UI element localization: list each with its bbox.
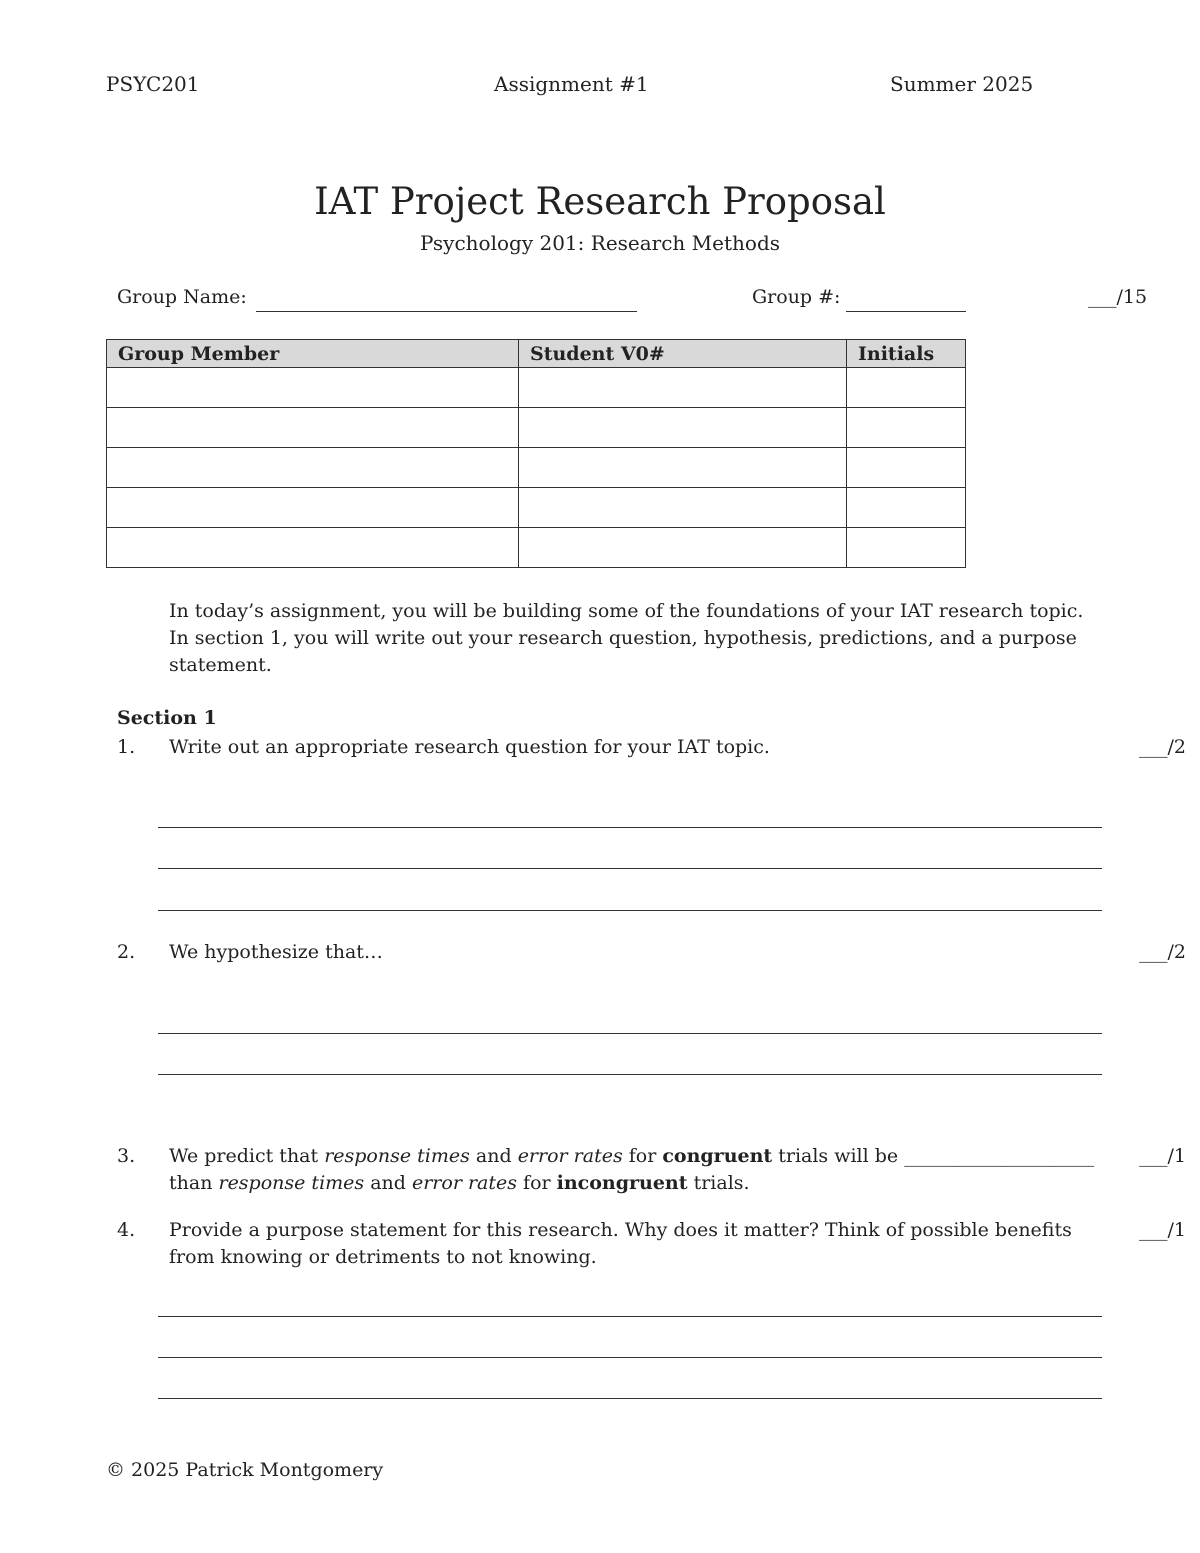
member-initials-cell[interactable] [847,368,966,408]
column-header-group-member: Group Member [107,340,519,368]
q3-text: and [469,1145,518,1167]
total-score: ___/15 [1088,286,1148,308]
q3-text: for [622,1145,663,1167]
question-3-line-1 [169,1145,1094,1167]
member-id-cell[interactable] [519,368,847,408]
member-name-cell[interactable] [107,368,519,408]
member-initials-cell[interactable] [847,528,966,568]
group-name-field[interactable] [256,311,637,312]
member-id-cell[interactable] [519,448,847,488]
question-1-number: 1. [117,736,136,758]
q3-text: trials. [687,1172,750,1194]
member-id-cell[interactable] [519,488,847,528]
header-assignment: Assignment #1 [494,72,649,96]
answer-line[interactable] [158,1074,1102,1075]
q3-emphasis: response times [324,1145,470,1167]
header-course: PSYC201 [106,72,200,96]
table-row [107,368,966,408]
question-2-text: We hypothesize that… [169,941,383,963]
question-1-text: Write out an appropriate research question for your IAT topic. [169,736,770,758]
answer-line[interactable] [158,1316,1102,1317]
question-4-line-2: from knowing or detriments to not knowing. [169,1246,597,1268]
answer-line[interactable] [158,868,1102,869]
copyright-footer: © 2025 Patrick Montgomery [106,1459,384,1481]
column-header-student-id: Student V0# [519,340,847,368]
question-4-line-1: Provide a purpose statement for this research. Why does it matter? Think of possible benefits [169,1219,1072,1241]
member-name-cell[interactable] [107,528,519,568]
table-row [107,528,966,568]
question-3-number: 3. [117,1145,136,1167]
column-header-initials: Initials [847,340,966,368]
page-title: IAT Project Research Proposal [314,180,886,223]
q3-text: and [364,1172,412,1194]
q3-text: for [517,1172,557,1194]
table-row [107,408,966,448]
question-3-score: ___/1 [1139,1145,1186,1167]
q3-emphasis: error rates [517,1145,623,1167]
member-name-cell[interactable] [107,408,519,448]
question-2-number: 2. [117,941,136,963]
answer-line[interactable] [158,1398,1102,1399]
q3-text: We predict that [169,1145,325,1167]
q3-text: than [169,1172,219,1194]
member-id-cell[interactable] [519,408,847,448]
question-2-score: ___/2 [1139,941,1186,963]
question-1-score: ___/2 [1139,736,1186,758]
answer-line[interactable] [158,1033,1102,1034]
intro-line: In today’s assignment, you will be building some of the foundations of your IAT research topic. [169,600,1084,622]
question-3-line-2 [169,1172,750,1194]
q3-fill-blank[interactable]: ____________________ [904,1145,1095,1167]
member-name-cell[interactable] [107,448,519,488]
intro-line: In section 1, you will write out your research question, hypothesis, predictions, and a purpose [169,627,1077,649]
q3-emphasis: error rates [411,1172,517,1194]
group-members-table [106,339,966,568]
q3-emphasis: response times [218,1172,365,1194]
q3-text: trials will be [772,1145,905,1167]
member-id-cell[interactable] [519,528,847,568]
intro-line: statement. [169,654,272,676]
member-initials-cell[interactable] [847,488,966,528]
q3-strong: incongruent [556,1172,688,1194]
table-header-row [107,340,966,368]
member-name-cell[interactable] [107,488,519,528]
answer-line[interactable] [158,827,1102,828]
header-term: Summer 2025 [890,72,1034,96]
q3-strong: congruent [662,1145,773,1167]
member-initials-cell[interactable] [847,408,966,448]
question-4-score: ___/1 [1139,1219,1186,1241]
group-number-field[interactable] [846,311,966,312]
question-4-number: 4. [117,1219,136,1241]
answer-line[interactable] [158,1357,1102,1358]
table-row [107,488,966,528]
answer-line[interactable] [158,910,1102,911]
page-subtitle: Psychology 201: Research Methods [419,231,781,255]
group-name-label: Group Name: [117,286,247,308]
member-initials-cell[interactable] [847,448,966,488]
group-number-label: Group #: [752,286,841,308]
section-heading: Section 1 [117,707,217,729]
table-row [107,448,966,488]
